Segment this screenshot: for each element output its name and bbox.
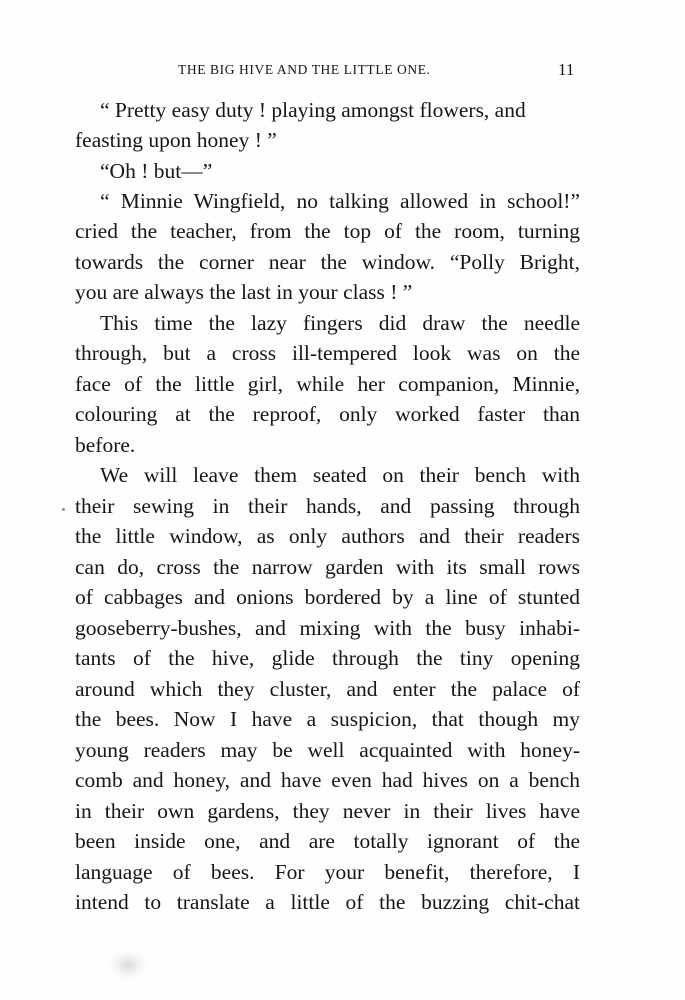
running-header xyxy=(0,62,685,82)
text-line: cried the teacher, from the top of the room, turning xyxy=(75,219,580,243)
text-line: intend to translate a little of the buzzing chit-chat xyxy=(75,890,580,914)
paper-speck xyxy=(62,508,65,511)
text-line: been inside one, and are totally ignorant of the xyxy=(75,829,580,853)
text-line: in their own gardens, they never in their lives have xyxy=(75,799,580,823)
text-line: feasting upon honey ! ” xyxy=(75,128,277,152)
paper-smudge xyxy=(108,950,148,980)
text-line: the bees. Now I have a suspicion, that though my xyxy=(75,707,580,731)
text-line: “ Minnie Wingfield, no talking allowed in school!” xyxy=(100,189,580,213)
text-line: you are always the last in your class ! ” xyxy=(75,280,413,304)
text-line: through, but a cross ill-tempered look was on the xyxy=(75,341,580,365)
text-line: their sewing in their hands, and passing through xyxy=(75,494,580,518)
text-line: tants of the hive, glide through the tiny opening xyxy=(75,646,580,670)
text-line: of cabbages and onions bordered by a line of stunted xyxy=(75,585,580,609)
text-line: We will leave them seated on their bench with xyxy=(100,463,580,487)
text-line: colouring at the reproof, only worked faster than xyxy=(75,402,580,426)
text-line: comb and honey, and have even had hives on a bench xyxy=(75,768,580,792)
page-number: 11 xyxy=(558,60,575,79)
text-line: “Oh ! but—” xyxy=(100,159,213,183)
text-line: “ Pretty easy duty ! playing amongst flowers, and xyxy=(100,98,526,122)
text-line: gooseberry-bushes, and mixing with the busy inhabi- xyxy=(75,616,580,640)
text-line: language of bees. For your benefit, therefore, I xyxy=(75,860,580,884)
text-line: towards the corner near the window. “Polly Bright, xyxy=(75,250,580,274)
text-line: can do, cross the narrow garden with its small rows xyxy=(75,555,580,579)
running-title: THE BIG HIVE AND THE LITTLE ONE. xyxy=(178,62,431,77)
text-line: face of the little girl, while her companion, Minnie, xyxy=(75,372,580,396)
text-line: the little window, as only authors and their readers xyxy=(75,524,580,548)
text-line: young readers may be well acquainted with honey- xyxy=(75,738,580,762)
text-line: before. xyxy=(75,433,136,457)
text-line: around which they cluster, and enter the palace of xyxy=(75,677,580,701)
text-line: This time the lazy fingers did draw the needle xyxy=(100,311,580,335)
